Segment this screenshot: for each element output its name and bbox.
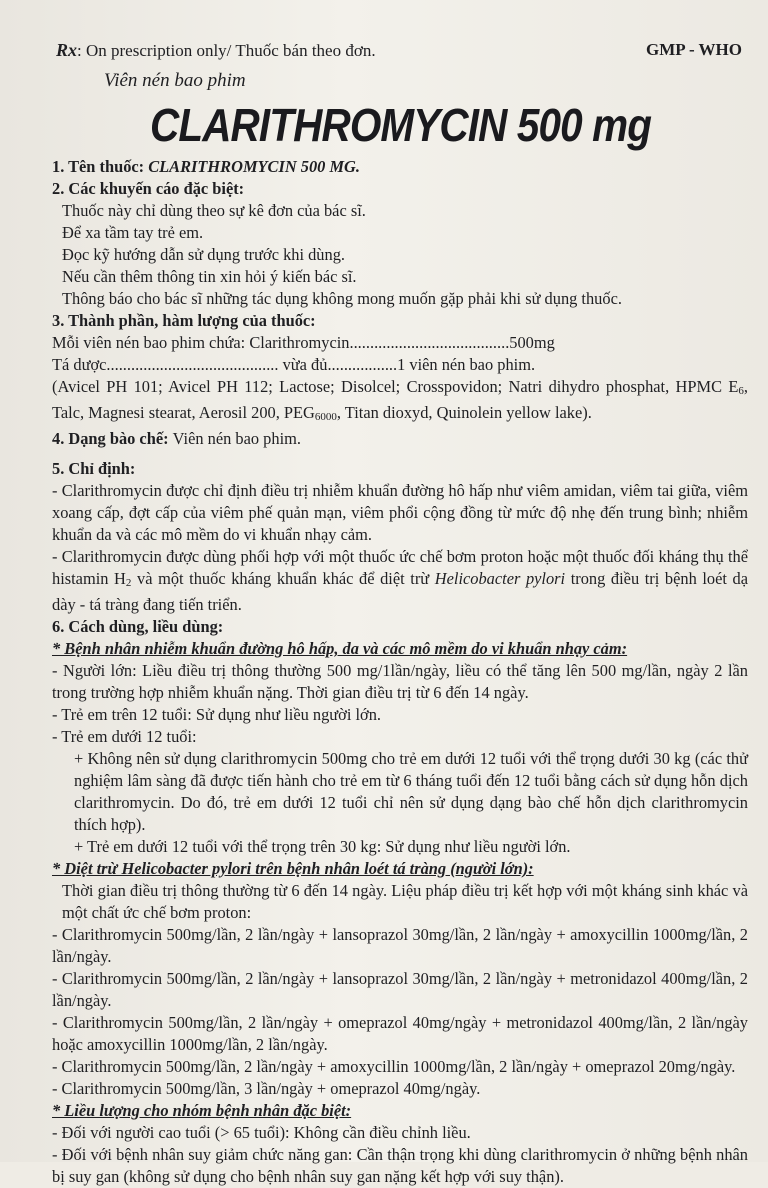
gmp-who-label: GMP - WHO (645, 40, 742, 59)
section-2-title: 2. Các khuyến cáo đặc biệt: (52, 179, 245, 198)
subheading-special-groups: * Liều lượng cho nhóm bệnh nhân đặc biệt: (52, 1101, 352, 1120)
section-3-title: 3. Thành phần, hàm lượng của thuốc: (52, 311, 316, 330)
dose-child-over-12: - Trẻ em trên 12 tuổi: Sử dụng như liều người lớn. (52, 705, 381, 724)
section-6-title: 6. Cách dùng, liều dùng: (52, 617, 224, 636)
regimen-item: - Clarithromycin 500mg/lần, 3 lần/ngày + omeprazol 40mg/ngày. (52, 1079, 481, 1098)
drug-name: CLARITHROMYCIN 500 MG. (148, 157, 360, 176)
regimen-item: - Clarithromycin 500mg/lần, 2 lần/ngày + lansoprazol 30mg/lần, 2 lần/ngày + amoxycillin 1000mg/lần, 2 lần/ngày. (52, 925, 748, 966)
composition-active: Mỗi viên nén bao phim chứa: Clarithromycin.......................................500mg (52, 333, 555, 352)
dosage-form-subtitle: Viên nén bao phim (104, 70, 246, 91)
dose-child-under-30kg: + Không nên sử dụng clarithromycin 500mg cho trẻ em dưới 12 tuổi với thể trọng dưới 30 kg (các thử nghiệm lâm sàng đã được tiến hành cho trẻ em từ 6 tháng tuổi đến 12 tuổi bằng cách sử dụng hỗn dịch clarithromycin. Do đó, trẻ em dưới 12 tuổi chỉ nên sử dụng dạng bào chế hỗn dịch clarithromycin thích hợp). (74, 749, 748, 834)
warning-line: Thuốc này chỉ dùng theo sự kê đơn của bác sĩ. (62, 201, 366, 220)
regimen-item: - Clarithromycin 500mg/lần, 2 lần/ngày + amoxycillin 1000mg/lần, 2 lần/ngày + omeprazol 20mg/ngày. (52, 1057, 736, 1076)
indication-2: - Clarithromycin được dùng phối hợp với một thuốc ức chế bơm proton hoặc một thuốc đối kháng thụ thể histamin $H_2$ và một thuốc kháng khuẩn khác để diệt trừ Helicobacter pylori trong điều trị bệnh loét dạ dày - tá tràng đang tiến triển. (52, 547, 749, 614)
header (56, 40, 746, 61)
warning-line: Đọc kỹ hướng dẫn sử dụng trước khi dùng. (62, 245, 345, 264)
subheading-infection: * Bệnh nhân nhiễm khuẩn đường hô hấp, da và các mô mềm do vi khuẩn nhạy cảm: (52, 639, 628, 658)
section-4: 4. Dạng bào chế: Viên nén bao phim. (52, 429, 301, 448)
section-5-title: 5. Chỉ định: (52, 459, 136, 478)
warning-line: Thông báo cho bác sĩ những tác dụng không mong muốn gặp phải khi sử dụng thuốc. (62, 289, 622, 308)
regimen-item: - Clarithromycin 500mg/lần, 2 lần/ngày + omeprazol 40mg/ngày + metronidazol 400mg/lần, 2 lần/ngày hoặc amoxycillin 1000mg/lần, 2 lần/ngày. (52, 1013, 748, 1054)
regimen-item: - Clarithromycin 500mg/lần, 2 lần/ngày + lansoprazol 30mg/lần, 2 lần/ngày + metronidazol 400mg/lần, 2 lần/ngày. (52, 969, 748, 1010)
leaflet-body (52, 156, 748, 1188)
product-title: CLARITHROMYCIN 500 mg (150, 99, 652, 151)
indication-1: - Clarithromycin được chỉ định điều trị nhiễm khuẩn đường hô hấp như viêm amidan, viêm tai giữa, viêm xoang cấp, đợt cấp của viêm phế quản mạn, viêm phổi cộng đồng từ mức độ nhẹ đến trung bình; nhiễm khuẩn da và các mô mềm do vi khuẩn nhạy cảm. (52, 481, 748, 544)
dose-elderly: - Đối với người cao tuổi (> 65 tuổi): Không cần điều chỉnh liều. (52, 1123, 471, 1142)
composition-excipient: Tá dược.......................................... vừa đủ.................1 viên nén bao phim. (52, 355, 536, 374)
warning-line: Nếu cần thêm thông tin xin hỏi ý kiến bác sĩ. (62, 267, 357, 286)
rx-symbol: Rx (56, 40, 78, 60)
excipient-list: (Avicel PH 101; Avicel PH 112; Lactose; Disolcel; Crosspovidon; Natri dihydro phosphat, HPMC $E_6$, Talc, Magnesi stearat, Aerosil 200, $PEG_{6000}$, Titan dioxyd, Quinolein yellow lake). (52, 377, 748, 423)
prescription-note: : On prescription only/ Thuốc bán theo đơn. (77, 41, 376, 60)
dose-liver-impairment: - Đối với bệnh nhân suy giảm chức năng gan: Cần thận trọng khi dùng clarithromycin ở những bệnh nhân bị suy gan (không sử dụng cho bệnh nhân suy gan nặng kết hợp với suy thận). (52, 1145, 748, 1186)
hp-intro: Thời gian điều trị thông thường từ 6 đến 14 ngày. Liệu pháp điều trị kết hợp với một kháng sinh khác và một chất ức chế bơm proton: (62, 881, 748, 922)
section-1: 1. Tên thuốc: CLARITHROMYCIN 500 MG. (52, 157, 360, 176)
subheading-helicobacter: * Diệt trừ Helicobacter pylori trên bệnh nhân loét tá tràng (người lớn): (52, 859, 534, 878)
dose-adult: - Người lớn: Liều điều trị thông thường 500 mg/1lần/ngày, liều có thể tăng lên 500 mg/lần, ngày 2 lần trong trường hợp nhiễm khuẩn nặng. Thời gian điều trị từ 6 đến 14 ngày. (52, 661, 748, 702)
dose-child-under-12: - Trẻ em dưới 12 tuổi: (52, 727, 197, 746)
warning-line: Để xa tầm tay trẻ em. (62, 223, 204, 242)
dose-child-over-30kg: + Trẻ em dưới 12 tuổi với thể trọng trên 30 kg: Sử dụng như liều người lớn. (74, 837, 571, 856)
